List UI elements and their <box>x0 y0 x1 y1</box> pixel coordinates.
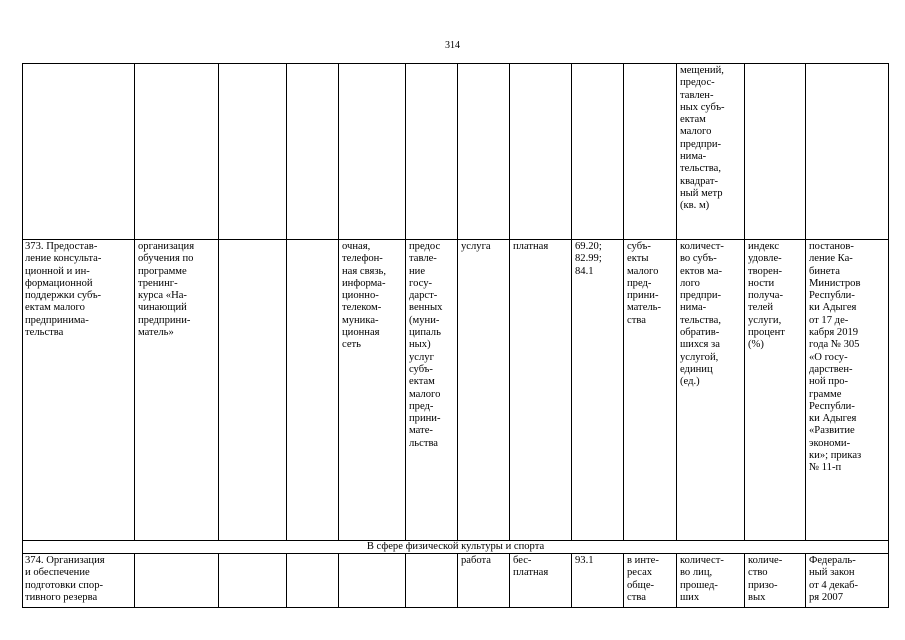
cell-374-c4 <box>287 554 339 608</box>
quality-indicator-cell: количе- ство призо- вых <box>745 554 806 608</box>
section-row <box>23 541 889 554</box>
legal-basis-cell: Федераль- ный закон от 4 декаб- ря 2007 <box>806 554 889 608</box>
cell-continued-c3 <box>219 64 287 240</box>
table-row-374 <box>23 554 889 608</box>
cell-374-c3 <box>219 554 287 608</box>
services-table <box>22 63 889 608</box>
cell-continued-c13 <box>806 64 889 240</box>
table-row-373 <box>23 240 889 541</box>
work-content-cell: организация обучения по программе тренинг- курса «На- чинающий предприни- матель» <box>135 240 219 541</box>
legal-basis-cell: постанов- ление Ка- бинета Министров Республи- ки Адыгея от 17 де- кабря 2019 года № 305 «О госу- дарствен- ной про- грамме Республи- ки Адыгея «Развитие экономи- ки»; приказ № 11-п <box>806 240 889 541</box>
service-or-work-cell: работа <box>458 554 510 608</box>
cell-continued-c10 <box>624 64 677 240</box>
volume-indicator-cell: количест- во субъ- ектов ма- лого предпри- нима- тельства, обратив- шихся за услугой, единиц (ед.) <box>677 240 745 541</box>
delivery-form-cell: очная, телефон- ная связь, информа- ционно- телеком- муника- ционная сеть <box>339 240 406 541</box>
payment-cell: платная <box>510 240 572 541</box>
cell-continued-c8 <box>510 64 572 240</box>
cell-continued-c5 <box>339 64 406 240</box>
table-row-continued <box>23 64 889 240</box>
cell-continued-c4 <box>287 64 339 240</box>
cell-374-c5 <box>339 554 406 608</box>
page-number: 314 <box>445 40 460 51</box>
service-name-cell: 374. Организация и обеспечение подготовки спор- тивного резерва <box>23 554 135 608</box>
cell-374-c6 <box>406 554 458 608</box>
consumers-cell: в инте- ресах обще- ства <box>624 554 677 608</box>
volume-indicator-cell: количест- во лиц, прошед- ших <box>677 554 745 608</box>
cell-continued-c1 <box>23 64 135 240</box>
cell-373-c3 <box>219 240 287 541</box>
quality-indicator-cell: индекс удовле- творен- ности получа- телей услуги, процент (%) <box>745 240 806 541</box>
cell-continued-c11: мещений, предос- тавлен- ных субъ- ектам малого предпри- нима- тельства, квадрат- ный метр (кв. м) <box>677 64 745 240</box>
payment-cell: бес- платная <box>510 554 572 608</box>
cell-continued-c6 <box>406 64 458 240</box>
consumers-cell: субъ- екты малого пред- прини- матель- ства <box>624 240 677 541</box>
cell-continued-c2 <box>135 64 219 240</box>
cell-continued-c7 <box>458 64 510 240</box>
cell-continued-c9 <box>572 64 624 240</box>
service-name-cell: 373. Предостав- ление консульта- ционной и ин- формационной поддержки субъ- ектам малого предпринима- тельства <box>23 240 135 541</box>
cell-373-c4 <box>287 240 339 541</box>
okved-cell: 69.20; 82.99; 84.1 <box>572 240 624 541</box>
service-type-cell: предос тавле- ние госу- дарст- венных (муни- ципаль ных) услуг субъ- ектам малого пред- прини- мате- льства <box>406 240 458 541</box>
service-or-work-cell: услуга <box>458 240 510 541</box>
cell-continued-c12 <box>745 64 806 240</box>
section-title: В сфере физической культуры и спорта <box>23 541 889 554</box>
cell-374-c2 <box>135 554 219 608</box>
okved-cell: 93.1 <box>572 554 624 608</box>
